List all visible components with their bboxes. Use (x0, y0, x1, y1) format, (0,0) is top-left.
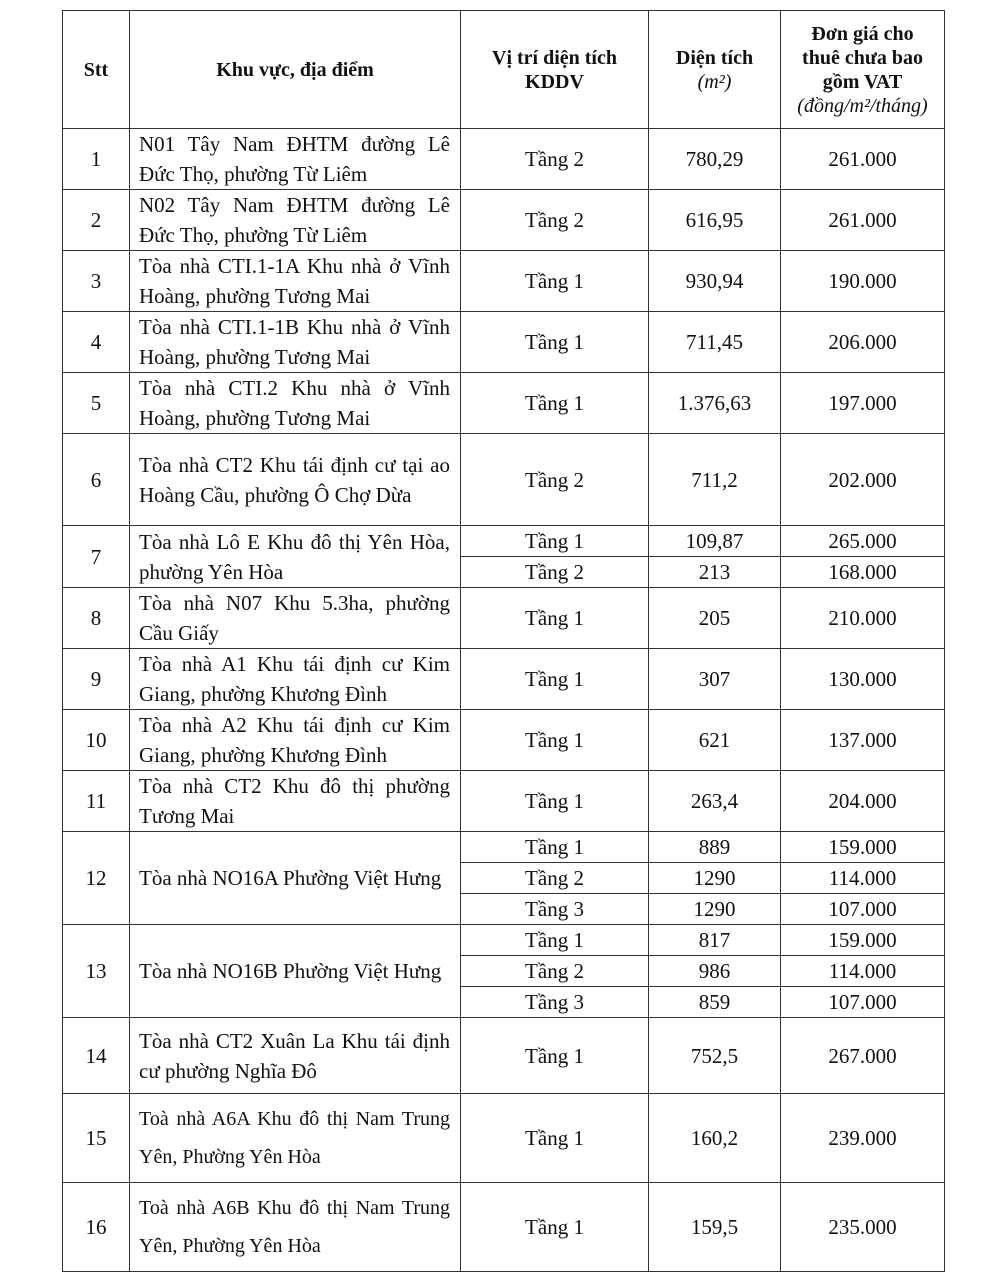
row-floor: Tầng 1 (461, 1018, 649, 1094)
header-stt: Stt (63, 11, 130, 129)
header-location: Khu vực, địa điểm (130, 11, 461, 129)
row-price: 206.000 (781, 312, 945, 373)
row-floor: Tầng 1 (461, 588, 649, 649)
row-price: 265.000 (781, 526, 945, 557)
header-position-line2: KDDV (525, 70, 584, 93)
row-area: 711,45 (649, 312, 781, 373)
row-price: 168.000 (781, 557, 945, 588)
row-floor: Tầng 1 (461, 1094, 649, 1183)
row-area: 1290 (649, 894, 781, 925)
table-row (63, 129, 945, 190)
row-floor: Tầng 1 (461, 1183, 649, 1272)
row-price: 107.000 (781, 894, 945, 925)
row-stt: 6 (63, 434, 130, 526)
row-location: Tòa nhà CTI.1-1A Khu nhà ở Vĩnh Hoàng, phường Tương Mai (130, 251, 461, 312)
row-area: 616,95 (649, 190, 781, 251)
row-area: 205 (649, 588, 781, 649)
header-position-line1: Vị trí diện tích (492, 46, 617, 69)
row-location: Tòa nhà NO16B Phường Việt Hưng (130, 925, 461, 1018)
table-row (63, 649, 945, 710)
row-floor: Tầng 1 (461, 251, 649, 312)
table-row (63, 710, 945, 771)
table-row (63, 1018, 945, 1094)
table-row (63, 434, 945, 526)
row-stt: 1 (63, 129, 130, 190)
row-price: 114.000 (781, 956, 945, 987)
row-price: 261.000 (781, 129, 945, 190)
table-header-row (63, 11, 945, 129)
row-floor: Tầng 1 (461, 649, 649, 710)
table-row (63, 526, 945, 557)
table-row (63, 1183, 945, 1272)
header-area (649, 11, 781, 129)
header-position (461, 11, 649, 129)
row-area: 859 (649, 987, 781, 1018)
row-floor: Tầng 3 (461, 987, 649, 1018)
row-price: 204.000 (781, 771, 945, 832)
row-price: 130.000 (781, 649, 945, 710)
row-floor: Tầng 2 (461, 129, 649, 190)
row-area: 263,4 (649, 771, 781, 832)
row-floor: Tầng 1 (461, 526, 649, 557)
row-location: Tòa nhà N07 Khu 5.3ha, phường Cầu Giấy (130, 588, 461, 649)
document-page (62, 10, 944, 1272)
row-area: 752,5 (649, 1018, 781, 1094)
table-row (63, 925, 945, 956)
row-floor: Tầng 2 (461, 956, 649, 987)
header-price-line1: Đơn giá cho (811, 22, 914, 45)
row-stt: 4 (63, 312, 130, 373)
row-price: 107.000 (781, 987, 945, 1018)
row-location: Tòa nhà CT2 Khu đô thị phường Tương Mai (130, 771, 461, 832)
row-stt: 14 (63, 1018, 130, 1094)
header-price-line3: gồm VAT (822, 70, 903, 93)
header-area-title: Diện tích (675, 46, 754, 69)
row-stt: 7 (63, 526, 130, 588)
row-floor: Tầng 2 (461, 863, 649, 894)
row-area: 780,29 (649, 129, 781, 190)
row-price: 267.000 (781, 1018, 945, 1094)
row-area: 889 (649, 832, 781, 863)
row-stt: 13 (63, 925, 130, 1018)
row-floor: Tầng 1 (461, 312, 649, 373)
row-price: 190.000 (781, 251, 945, 312)
row-area: 1.376,63 (649, 373, 781, 434)
row-price: 197.000 (781, 373, 945, 434)
header-area-unit: (m²) (697, 70, 732, 93)
row-floor: Tầng 1 (461, 771, 649, 832)
row-stt: 11 (63, 771, 130, 832)
row-price: 114.000 (781, 863, 945, 894)
row-floor: Tầng 1 (461, 925, 649, 956)
row-price: 159.000 (781, 832, 945, 863)
header-price-line2: thuê chưa bao (802, 46, 923, 69)
row-area: 307 (649, 649, 781, 710)
row-area: 986 (649, 956, 781, 987)
row-location: Tòa nhà CTI.2 Khu nhà ở Vĩnh Hoàng, phường Tương Mai (130, 373, 461, 434)
table-row (63, 832, 945, 863)
table-row (63, 373, 945, 434)
row-location: Tòa nhà CTI.1-1B Khu nhà ở Vĩnh Hoàng, phường Tương Mai (130, 312, 461, 373)
row-floor: Tầng 3 (461, 894, 649, 925)
row-floor: Tầng 1 (461, 710, 649, 771)
row-location: Tòa nhà A2 Khu tái định cư Kim Giang, phường Khương Đình (130, 710, 461, 771)
row-location: N01 Tây Nam ĐHTM đường Lê Đức Thọ, phường Từ Liêm (130, 129, 461, 190)
row-location: N02 Tây Nam ĐHTM đường Lê Đức Thọ, phường Từ Liêm (130, 190, 461, 251)
header-price-unit: (đồng/m²/tháng) (797, 94, 928, 117)
row-price: 261.000 (781, 190, 945, 251)
row-stt: 15 (63, 1094, 130, 1183)
row-price: 235.000 (781, 1183, 945, 1272)
row-floor: Tầng 1 (461, 832, 649, 863)
row-price: 137.000 (781, 710, 945, 771)
row-floor: Tầng 2 (461, 434, 649, 526)
row-area: 930,94 (649, 251, 781, 312)
row-area: 1290 (649, 863, 781, 894)
row-area: 817 (649, 925, 781, 956)
row-floor: Tầng 2 (461, 557, 649, 588)
row-area: 213 (649, 557, 781, 588)
row-location: Tòa nhà NO16A Phường Việt Hưng (130, 832, 461, 925)
row-stt: 5 (63, 373, 130, 434)
row-price: 202.000 (781, 434, 945, 526)
row-floor: Tầng 2 (461, 190, 649, 251)
row-price: 159.000 (781, 925, 945, 956)
row-price: 210.000 (781, 588, 945, 649)
row-area: 621 (649, 710, 781, 771)
row-stt: 9 (63, 649, 130, 710)
row-location: Tòa nhà Lô E Khu đô thị Yên Hòa, phường Yên Hòa (130, 526, 461, 588)
table-row (63, 588, 945, 649)
row-location: Toà nhà A6A Khu đô thị Nam Trung Yên, Phường Yên Hòa (130, 1094, 461, 1183)
row-area: 109,87 (649, 526, 781, 557)
table-row (63, 1094, 945, 1183)
table-body (63, 129, 945, 1272)
row-area: 711,2 (649, 434, 781, 526)
rental-price-table (62, 10, 945, 1272)
row-price: 239.000 (781, 1094, 945, 1183)
row-stt: 12 (63, 832, 130, 925)
row-area: 160,2 (649, 1094, 781, 1183)
row-stt: 10 (63, 710, 130, 771)
table-row (63, 190, 945, 251)
table-row (63, 312, 945, 373)
header-price (781, 11, 945, 129)
row-location: Tòa nhà CT2 Xuân La Khu tái định cư phường Nghĩa Đô (130, 1018, 461, 1094)
row-stt: 3 (63, 251, 130, 312)
row-location: Tòa nhà A1 Khu tái định cư Kim Giang, phường Khương Đình (130, 649, 461, 710)
table-row (63, 251, 945, 312)
row-location: Toà nhà A6B Khu đô thị Nam Trung Yên, Phường Yên Hòa (130, 1183, 461, 1272)
row-stt: 2 (63, 190, 130, 251)
row-floor: Tầng 1 (461, 373, 649, 434)
table-row (63, 771, 945, 832)
row-stt: 8 (63, 588, 130, 649)
row-stt: 16 (63, 1183, 130, 1272)
row-location: Tòa nhà CT2 Khu tái định cư tại ao Hoàng Cầu, phường Ô Chợ Dừa (130, 434, 461, 526)
row-area: 159,5 (649, 1183, 781, 1272)
